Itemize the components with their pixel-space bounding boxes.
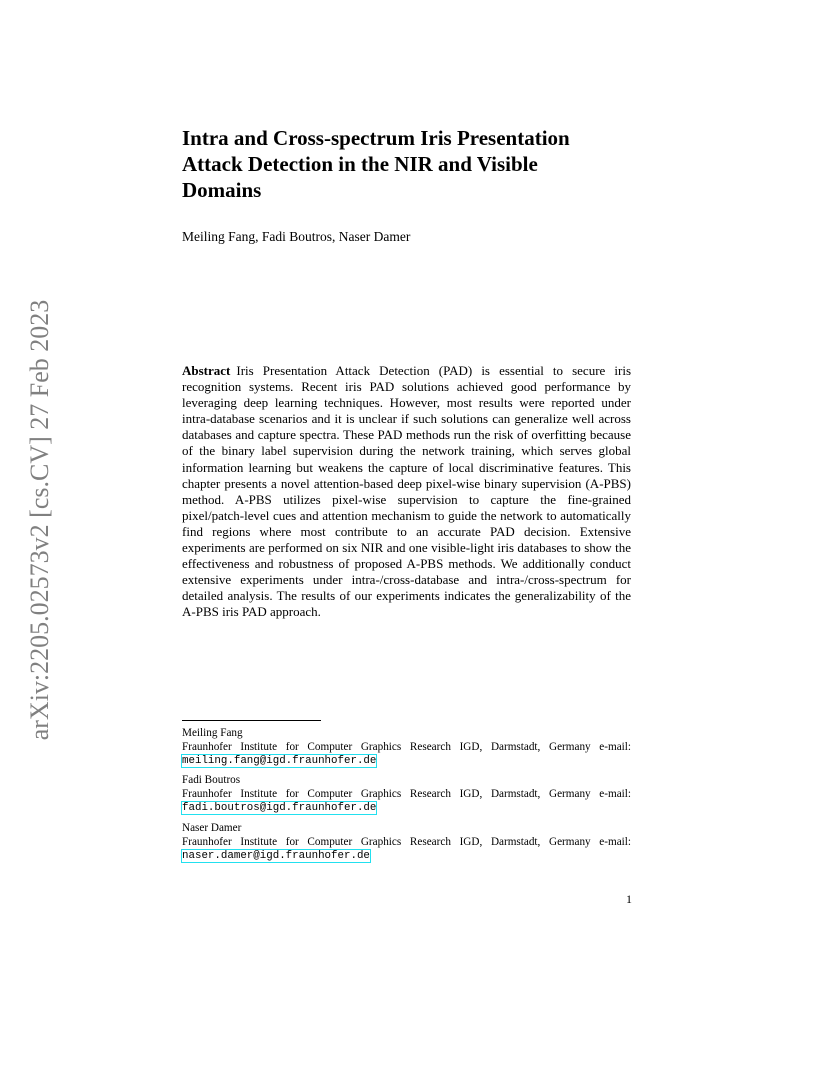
abstract-label: Abstract — [182, 363, 231, 378]
arxiv-identifier: arXiv:2205.02573v2 [cs.CV] 27 Feb 2023 — [25, 299, 54, 741]
page-number: 1 — [626, 892, 632, 906]
author-list: Meiling Fang, Fadi Boutros, Naser Damer — [182, 229, 411, 244]
footnote-rule — [182, 720, 321, 721]
affiliation-institution: Fraunhofer Institute for Computer Graphics Research IGD, Darmstadt, Germany e-mail: — [182, 787, 631, 800]
affiliation-3 — [182, 822, 631, 864]
affiliation-author-name: Meiling Fang — [182, 727, 243, 739]
affiliation-2 — [182, 774, 631, 816]
email-link[interactable]: meiling.fang@igd.fraunhofer.de — [182, 755, 377, 768]
affiliation-author-name: Fadi Boutros — [182, 774, 241, 786]
email-link[interactable]: naser.damer@igd.fraunhofer.de — [182, 850, 370, 863]
abstract-text: Iris Presentation Attack Detection (PAD) is essential to secure iris recognition systems. Recent iris PAD solutions achieved good performance by leveraging deep learning techniques. However, most results were reported under intra-database scenarios and it is unclear if such solutions can generalize well across databases and capture spectra. These PAD methods run the risk of overfitting because of the binary label supervision during the network training, which serves global information learning but weakens the capture of local discriminative features. This chapter presents a novel attention-based deep pixel-wise binary supervision (A-PBS) method. A-PBS utilizes pixel-wise supervision to capture the fine-grained pixel/patch-level cues and attention mechanism to guide the network to automatically find regions where most contribute to an accurate PAD decision. Extensive experiments are performed on six NIR and one visible-light iris databases to show the effectiveness and robustness of proposed A-PBS methods. We additionally conduct extensive experiments under intra-/cross-database and intra-/cross-spectrum for detailed analysis. The results of our experiments indicates the generalizability of the A-PBS iris PAD approach. — [182, 363, 631, 620]
email-link[interactable]: fadi.boutros@igd.fraunhofer.de — [182, 802, 377, 815]
abstract — [182, 363, 631, 621]
affiliation-1 — [182, 727, 631, 769]
affiliation-institution: Fraunhofer Institute for Computer Graphics Research IGD, Darmstadt, Germany e-mail: — [182, 740, 631, 753]
affiliation-institution: Fraunhofer Institute for Computer Graphics Research IGD, Darmstadt, Germany e-mail: — [182, 835, 631, 848]
paper-title: Intra and Cross-spectrum Iris Presentation Attack Detection in the NIR and Visible Domains — [182, 126, 570, 202]
affiliation-author-name: Naser Damer — [182, 822, 242, 834]
